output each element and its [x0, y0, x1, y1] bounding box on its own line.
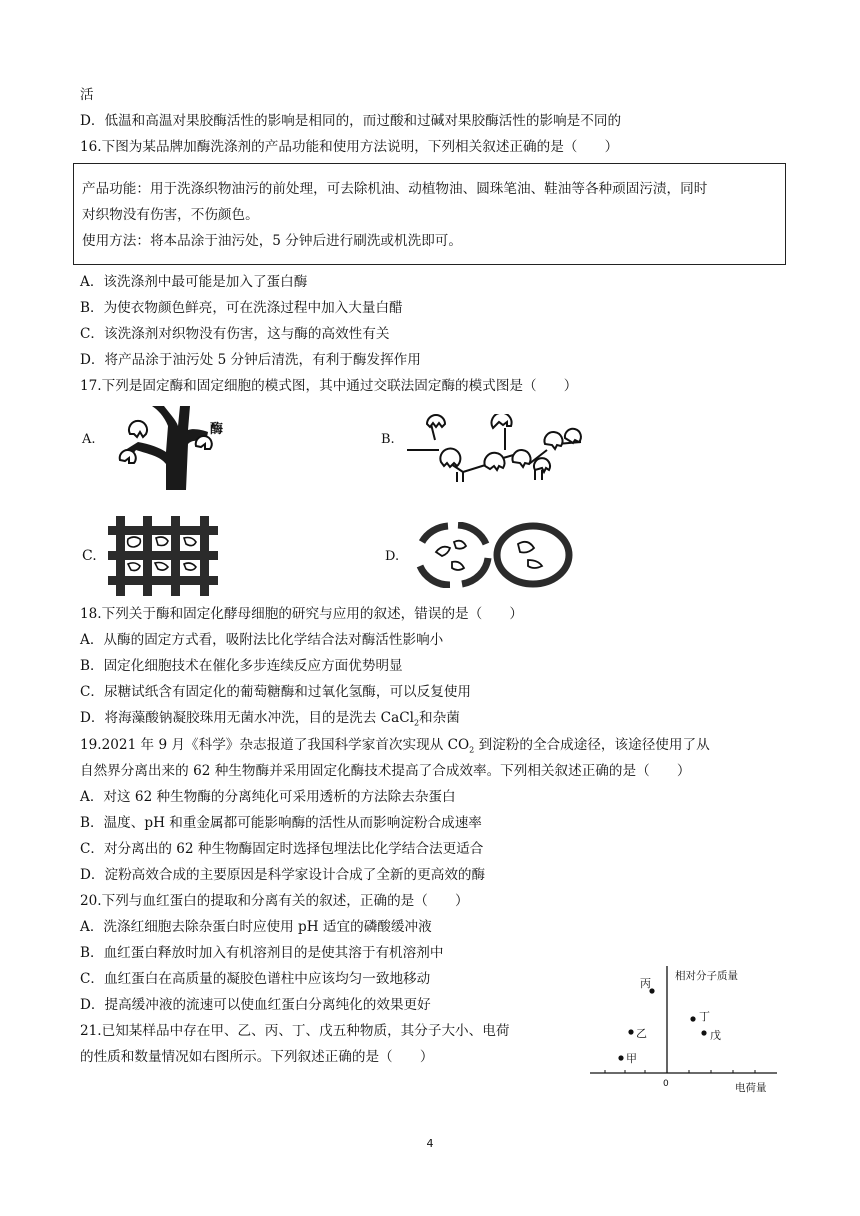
figure-b-crosslinking — [405, 414, 585, 484]
question-20: 20.下列与血红蛋白的提取和分离有关的叙述，正确的是（ ） — [80, 893, 469, 909]
q20-option-c: C．血红蛋白在高质量的凝胶色谱柱中应该均匀一致地移动 — [80, 971, 431, 987]
figure-label-b: B. — [381, 432, 395, 447]
q19-text: 19.2021 年 9 月《科学》杂志报道了我国科学家首次实现从 CO — [80, 737, 470, 753]
question-17: 17.下列是固定酶和固定细胞的模式图，其中通过交联法固定酶的模式图是（ ） — [80, 378, 578, 394]
point-ding — [690, 1016, 695, 1021]
y-axis-label: 相对分子质量 — [675, 970, 738, 982]
q18d-text-end: 和杂菌 — [419, 710, 460, 726]
point-label-wu: 戊 — [710, 1029, 721, 1042]
question-16: 16.下图为某品牌加酶洗涤剂的产品功能和使用方法说明，下列相关叙述正确的是（ ） — [80, 139, 619, 155]
q16-option-b: B．为使衣物颜色鲜亮，可在洗涤过程中加入大量白醋 — [80, 300, 403, 316]
box-line-2: 对织物没有伤害，不伤颜色。 — [82, 207, 259, 223]
text-line: 活 — [80, 87, 94, 103]
figure-d-encapsulation — [410, 522, 575, 588]
q19-subscript: 2 — [469, 745, 475, 755]
point-jia — [618, 1055, 623, 1060]
figure-label-a: A. — [82, 432, 96, 447]
point-label-yi: 乙 — [636, 1027, 647, 1040]
q18d-subscript: 2 — [413, 718, 420, 728]
figure-a-adsorption — [108, 404, 223, 490]
q20-option-d: D．提高缓冲液的流速可以使血红蛋白分离纯化的效果更好 — [80, 997, 431, 1013]
question-19-line1 — [80, 736, 710, 760]
q18-option-c: C．尿糖试纸含有固定化的葡萄糖酶和过氧化氢酶，可以反复使用 — [80, 684, 472, 700]
x-axis-label: 电荷量 — [735, 1082, 767, 1094]
q20-option-b: B．血红蛋白释放时加入有机溶剂目的是使其溶于有机溶剂中 — [80, 945, 444, 961]
q16-option-d: D．将产品涂于油污处 5 分钟后清洗，有利于酶发挥作用 — [80, 352, 421, 368]
question-19-line2: 自然界分离出来的 62 种生物酶并采用固定化酶技术提高了合成效率。下列相关叙述正确的是（ ） — [80, 763, 691, 779]
q19-text-end: 到淀粉的全合成途径，该途径使用了从 — [474, 737, 710, 753]
q21-scatter-diagram — [585, 962, 785, 1094]
point-label-bing: 丙 — [640, 977, 651, 990]
question-21-line2: 的性质和数量情况如右图所示。下列叙述正确的是（ ） — [80, 1049, 434, 1065]
question-21-line1: 21.已知某样品中存在甲、乙、丙、丁、戊五种物质，其分子大小、电荷 — [80, 1023, 510, 1039]
q18d-text: D．将海藻酸钠凝胶珠用无菌水冲洗，目的是洗去 CaCl — [80, 710, 414, 726]
figure-label-c: C. — [82, 548, 97, 564]
figure-label-d: D. — [385, 549, 400, 564]
origin-label: 0 — [663, 1079, 669, 1089]
page-number: 4 — [426, 1137, 434, 1150]
point-wu — [701, 1030, 706, 1035]
q16-option-a: A．该洗涤剂中最可能是加入了蛋白酶 — [80, 274, 308, 290]
q18-option-d — [80, 709, 460, 733]
figure-c-embedding — [108, 516, 218, 596]
box-line-3: 使用方法：将本品涂于油污处，5 分钟后进行刷洗或机洗即可。 — [82, 233, 462, 249]
q16-option-c: C．该洗涤剂对织物没有伤害，这与酶的高效性有关 — [80, 326, 390, 342]
box-line-1: 产品功能：用于洗涤织物油污的前处理，可去除机油、动植物油、圆珠笔油、鞋油等各种顽固污渍，同时 — [82, 181, 708, 197]
q18-option-b: B．固定化细胞技术在催化多步连续反应方面优势明显 — [80, 658, 403, 674]
q19-option-c: C．对分离出的 62 种生物酶固定时选择包埋法比化学结合法更适合 — [80, 841, 484, 857]
q20-option-a: A．洗涤红细胞去除杂蛋白时应使用 pH 适宜的磷酸缓冲液 — [80, 919, 432, 935]
point-label-jia: 甲 — [626, 1052, 637, 1065]
point-label-ding: 丁 — [699, 1010, 710, 1023]
product-info-box — [73, 163, 786, 265]
q19-option-b: B．温度、pH 和重金属都可能影响酶的活性从而影响淀粉合成速率 — [80, 815, 482, 831]
question-18: 18.下列关于酶和固定化酵母细胞的研究与应用的叙述，错误的是（ ） — [80, 606, 524, 622]
point-yi — [628, 1029, 633, 1034]
q19-option-a: A．对这 62 种生物酶的分离纯化可采用透析的方法除去杂蛋白 — [80, 789, 456, 805]
enzyme-label: 酶 — [210, 422, 224, 437]
q18-option-a: A．从酶的固定方式看，吸附法比化学结合法对酶活性影响小 — [80, 632, 444, 648]
q19-option-d: D．淀粉高效合成的主要原因是科学家设计合成了全新的更高效的酶 — [80, 867, 486, 883]
option-d-q15: D．低温和高温对果胶酶活性的影响是相同的，而过酸和过碱对果胶酶活性的影响是不同的 — [80, 113, 622, 129]
